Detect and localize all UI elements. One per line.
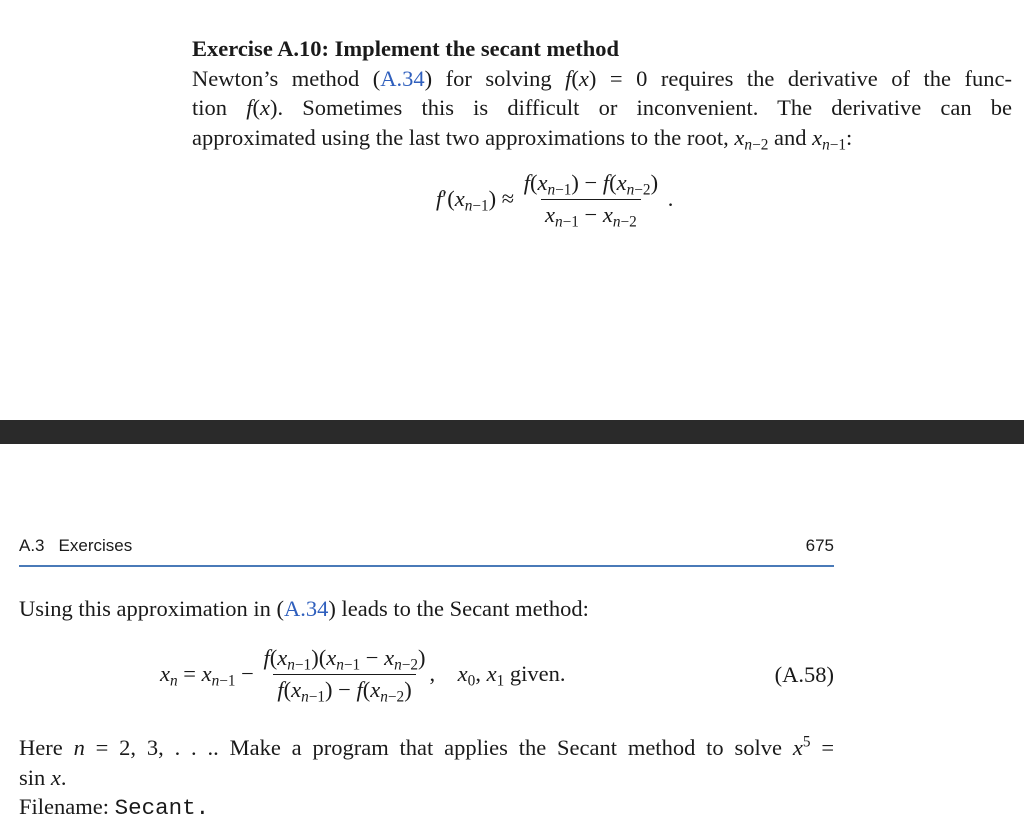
exercise-line-3 bbox=[192, 123, 1012, 153]
inline-math-xn2: $x_{n-2}$ bbox=[734, 124, 769, 153]
eq1-denominator: $x_{n-1} - x_{n-2}$ bbox=[541, 199, 641, 228]
header-rule bbox=[19, 565, 834, 567]
exercise-title: Exercise A.10: Implement the secant method bbox=[192, 36, 620, 61]
filename-value: Secant. bbox=[114, 795, 210, 821]
exercise-block bbox=[192, 34, 1012, 152]
intro-line1-end: requires the derivative of the func- bbox=[660, 65, 1012, 91]
eq1-fraction bbox=[520, 170, 662, 231]
closing-line-1 bbox=[19, 733, 834, 763]
page-number: 675 bbox=[805, 536, 834, 555]
eq1-numerator: $f(x_{n-1}) - f(x_{n-2})$ bbox=[523, 170, 659, 199]
eq1-period: . bbox=[662, 186, 674, 211]
and-word: and bbox=[773, 124, 807, 150]
continuation-prefix: Using this approximation in ( bbox=[19, 596, 284, 621]
section-title: Exercises bbox=[58, 536, 133, 555]
exercise-line-1 bbox=[192, 64, 1012, 94]
continuation-suffix: ) leads to the Secant method: bbox=[328, 596, 589, 621]
eq2-condition: , $x_0$, $x_1$ given. bbox=[429, 661, 566, 690]
eq2-numerator: $f(x_{n-1})(x_{n-1} - x_{n-2})$ bbox=[263, 645, 426, 674]
inline-math-sinx: sin x. bbox=[19, 764, 67, 790]
inline-math-xn1: $x_{n-1}$: bbox=[812, 124, 853, 153]
page-separator-band bbox=[0, 420, 1024, 444]
filename-text: Secant bbox=[114, 795, 196, 821]
given-word: given bbox=[509, 661, 560, 686]
filename-label: Filename: bbox=[19, 794, 109, 819]
inline-math-fx: f(x). bbox=[246, 95, 284, 120]
inline-math-x5: $x^5$ = bbox=[792, 733, 835, 760]
intro-mid: ) for solving bbox=[424, 65, 552, 91]
exercise-line-2 bbox=[192, 93, 1012, 123]
closing-line-2 bbox=[19, 763, 834, 793]
inline-math-fx-eq-0: f(x) = 0 bbox=[565, 65, 648, 91]
filename-line bbox=[19, 792, 834, 824]
eq2-denominator: $f(x_{n-1}) - f(x_{n-2})$ bbox=[273, 674, 415, 703]
eq1-lhs: $f'(x_{n-1})$ ≈ bbox=[436, 186, 520, 215]
closing-paragraph bbox=[19, 733, 834, 824]
section-number: A.3 bbox=[19, 536, 45, 555]
eq2-fraction bbox=[260, 645, 430, 706]
equation-ref-a34-link-2[interactable]: A.34 bbox=[283, 596, 329, 621]
secant-method-equation bbox=[160, 645, 566, 706]
running-header-section bbox=[19, 536, 132, 556]
program-text: Make a program that applies the Secant method to solve bbox=[229, 735, 782, 760]
derivative-approximation-equation bbox=[436, 170, 674, 231]
intro-prefix: Newton’s method ( bbox=[192, 65, 381, 91]
continuation-paragraph bbox=[19, 594, 589, 623]
here-word: Here bbox=[19, 735, 63, 760]
equation-number-a58: (A.58) bbox=[774, 662, 834, 687]
tion-word: tion bbox=[192, 95, 228, 120]
line3-text: approximated using the last two approximations to the root, bbox=[192, 124, 729, 150]
equation-ref-a34-link[interactable]: A.34 bbox=[380, 65, 425, 91]
inline-math-n-range: n = 2, 3, . . .. bbox=[73, 735, 219, 760]
line2-text: Sometimes this is difficult or inconvenient. The derivative can be bbox=[302, 95, 1013, 120]
eq2-lhs: $x_n = x_{n-1}$ − bbox=[160, 661, 260, 690]
